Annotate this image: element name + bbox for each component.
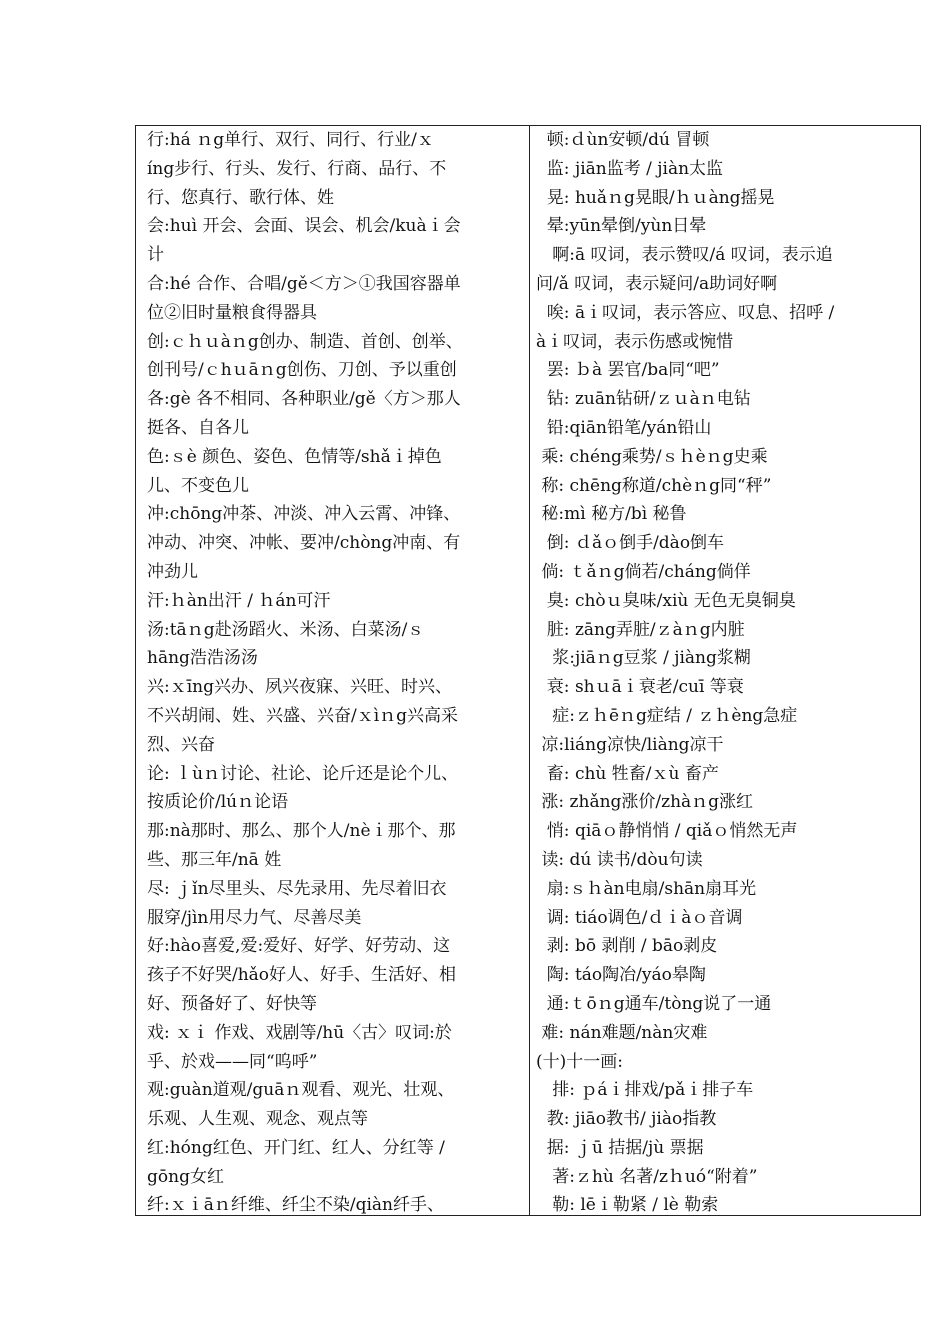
right-column-line: 钻: zuān钻研/ｚｕàｎ电钻: [536, 389, 751, 410]
right-column-line: 凉:liáng凉快/liàng凉干: [536, 734, 724, 755]
left-column-line: 尽: ｊǐn尽里头、尽先录用、先尽着旧衣: [147, 878, 447, 899]
left-column-line: 汤:tāｎg赴汤蹈火、米汤、白菜汤/ｓ: [147, 619, 425, 640]
right-column-line: 罢: ｂà 罢官/ba同“吧”: [536, 360, 720, 381]
right-column-line: 衰: shｕāｉ衰老/cuī 等衰: [536, 677, 744, 698]
right-column-line: 监: jiān监考 / jiàn太监: [536, 158, 724, 179]
left-column-line: 戏: ｘｉ 作戏、戏剧等/hū〈古〉叹词:於: [147, 1022, 452, 1043]
right-column-line: 悄: qiāｏ静悄悄 / qiǎｏ悄然无声: [536, 821, 798, 842]
left-column-line: gōng女红: [147, 1166, 224, 1187]
right-column-line: 勒: lēｉ勒紧 / lè 勒索: [536, 1195, 719, 1215]
left-column-line: 汗:ｈàn出汗 / ｈán可汗: [147, 590, 331, 611]
right-column-line: 扇:ｓｈàn电扇/shān扇耳光: [536, 878, 757, 899]
right-column-line: 唉: āｉ叹词，表示答应、叹息、招呼 /: [536, 302, 835, 323]
left-column-line: 会:huì 开会、会面、误会、机会/kuàｉ会: [147, 216, 461, 237]
right-column-line: 问/ǎ 叹词，表示疑问/a助词好啊: [536, 273, 778, 294]
left-column-line: 计: [147, 245, 164, 266]
left-column-line: 创:ｃｈｕàｎg创办、制造、首创、创举、: [147, 331, 463, 352]
left-column-line: 些、那三年/nā 姓: [147, 849, 282, 870]
right-column-line: 畜: chù 牲畜/ｘù 畜产: [536, 763, 719, 784]
right-column-line: 陶: táo陶冶/yáo皋陶: [536, 965, 706, 986]
right-column-line: 调: tiáo调色/ｄｉàｏ音调: [536, 907, 743, 928]
left-column-line: 创刊号/ｃhｕāｎg创伤、刀创、予以重创: [147, 360, 457, 381]
left-column-line: 乎、於戏——同“呜呼”: [147, 1051, 318, 1072]
left-column-line: 各:gè 各不相同、各种职业/gě〈方＞那人: [147, 389, 461, 410]
right-column-line: 臭: chòｕ臭味/xiù 无色无臭铜臭: [536, 590, 796, 611]
left-column-line: 按质论价/lúｎ论语: [147, 792, 289, 813]
right-column-line: 著:ｚhù 名著/zｈuó“附着”: [536, 1166, 758, 1187]
left-column-line: 儿、不变色儿: [147, 475, 249, 496]
left-column-line: 行:há ｎg单行、双行、同行、行业/ｘ: [147, 130, 434, 150]
left-column: [136, 126, 530, 1215]
left-column-line: hāng浩浩汤汤: [147, 648, 258, 669]
left-column-line: 色:ｓè 颜色、姿色、色情等/shǎｉ掉色: [147, 446, 442, 467]
left-column-line: 乐观、人生观、观念、观点等: [147, 1109, 368, 1130]
left-column-line: 合:hé 合作、合唱/gě＜方＞①我国容器单: [147, 273, 461, 294]
left-column-line: 行、您真行、歌行体、姓: [147, 187, 334, 208]
right-column-line: 晕:yūn晕倒/yùn日晕: [536, 216, 707, 237]
left-column-line: 服穿/jìn用尽力气、尽善尽美: [147, 907, 362, 928]
left-column-line: 纤:ｘｉāｎ纤维、纤尘不染/qiàn纤手、: [147, 1195, 444, 1215]
right-column-line: 脏: zāng弄脏/ｚàｎg内脏: [536, 619, 745, 640]
right-column-line: 倘: ｔǎｎg倘若/cháng倘佯: [536, 561, 751, 582]
right-column-line: àｉ叹词，表示伤感或惋惜: [536, 331, 734, 352]
left-column-line: 孩子不好哭/hǎo好人、好手、生活好、相: [147, 965, 457, 986]
left-column-line: 兴:ｘīng兴办、夙兴夜寐、兴旺、时兴、: [147, 677, 452, 698]
right-column: [530, 126, 920, 1215]
left-column-line: 好、预备好了、好快等: [147, 993, 317, 1014]
right-column-line: (十)十一画:: [536, 1051, 623, 1072]
content-table: [135, 125, 921, 1216]
left-column-line: 那:nà那时、那么、那个人/nèｉ那个、那: [147, 821, 456, 842]
right-column-line: 称: chēng称道/chèｎg同“秤”: [536, 475, 772, 496]
left-column-line: 好:hào喜爱,爱:爱好、好学、好劳动、这: [147, 936, 451, 957]
left-column-line: 冲劲儿: [147, 561, 198, 582]
right-column-line: 铅:qiān铅笔/yán铅山: [536, 417, 712, 438]
right-column-line: 乘: chéng乘势/ｓｈèｎg史乘: [536, 446, 768, 467]
left-column-line: íng步行、行头、发行、行商、品行、不: [147, 158, 447, 179]
right-column-line: 剥: bō 剥削 / bāo剥皮: [536, 936, 718, 957]
right-column-line: 啊:ā 叹词，表示赞叹/á 叹词，表示追: [536, 245, 833, 266]
right-column-line: 浆:jiāｎg豆浆 / jiàng浆糊: [536, 648, 751, 669]
right-column-line: 秘:mì 秘方/bì 秘鲁: [536, 504, 687, 525]
left-column-line: 位②旧时量粮食得器具: [147, 302, 317, 323]
right-column-line: 症:ｚｈēｎg症结 / ｚｈèng急症: [536, 705, 798, 726]
left-column-line: 烈、兴奋: [147, 734, 215, 755]
right-column-line: 顿:ｄùn安顿/dú 冒顿: [536, 130, 710, 150]
right-column-line: 排: ｐáｉ排戏/pǎｉ排子车: [536, 1080, 754, 1101]
right-column-line: 涨: zhǎng涨价/zhàｎg涨红: [536, 792, 754, 813]
left-column-line: 挺各、自各儿: [147, 417, 249, 438]
right-column-line: 据: ｊū 拮据/jù 票据: [536, 1137, 704, 1158]
left-column-line: 红:hóng红色、开门红、红人、分红等 /: [147, 1137, 445, 1158]
right-column-line: 倒: ｄǎｏ倒手/dào倒车: [536, 533, 725, 554]
left-column-line: 冲动、冲突、冲帐、要冲/chòng冲南、有: [147, 533, 461, 554]
left-column-line: 观:guàn道观/guāｎ观看、观光、壮观、: [147, 1080, 455, 1101]
right-column-line: 通:ｔōｎg通车/tòng说了一通: [536, 993, 772, 1014]
left-column-line: 论: ｌùｎ讨论、社论、论斤还是论个儿、: [147, 763, 459, 784]
left-column-line: 不兴胡闹、姓、兴盛、兴奋/ｘìｎg兴高采: [147, 705, 459, 726]
right-column-line: 晃: huǎｎg晃眼/ｈｕàng摇晃: [536, 187, 775, 208]
right-column-line: 教: jiāo教书/ jiào指教: [536, 1109, 717, 1130]
left-column-line: 冲:chōng冲茶、冲淡、冲入云霄、冲锋、: [147, 504, 461, 525]
right-column-line: 难: nán难题/nàn灾难: [536, 1022, 708, 1043]
right-column-line: 读: dú 读书/dòu句读: [536, 849, 703, 870]
